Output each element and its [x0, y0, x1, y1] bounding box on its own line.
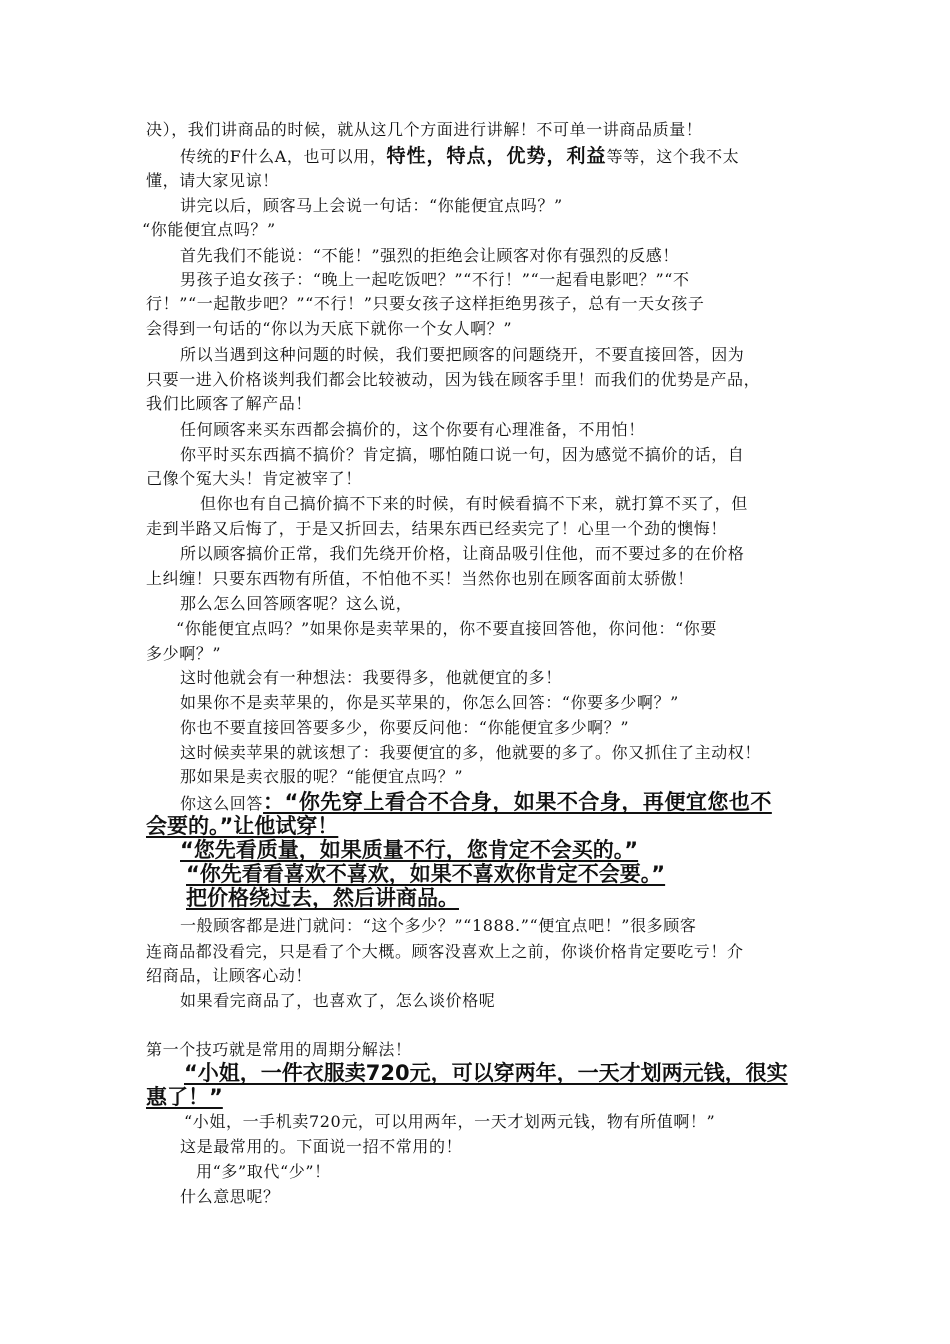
paragraph-line: “你能便宜点吗？”如果你是卖苹果的，你不要直接回答他，你问他：“你要 [176, 619, 717, 638]
paragraph-line: 男孩子追女孩子：“晚上一起吃饭吧？”“不行！”“一起看电影吧？”“不 [180, 270, 690, 289]
paragraph-line: 只要一进入价格谈判我们都会比较被动，因为钱在顾客手里！而我们的优势是产品， [146, 370, 761, 389]
paragraph-line: 这时候卖苹果的就该想了：我要便宜的多，他就要的多了。你又抓住了主动权！ [180, 743, 762, 762]
section-heading: 第一个技巧就是常用的周期分解法！ [146, 1040, 412, 1059]
paragraph-line: 行！”“一起散步吧？”“不行！”只要女孩子这样拒绝男孩子，总有一天女孩子 [146, 294, 705, 313]
paragraph-line: 懂，请大家见谅！ [146, 171, 279, 190]
fabe-terms: 特性，特点，优势，利益 [386, 145, 607, 167]
paragraph-line: 绍商品，让顾客心动！ [146, 966, 313, 985]
paragraph-line: 你也不要直接回答要多少，你要反问他：“你能便宜多少啊？” [180, 718, 630, 737]
paragraph-line: 如果你不是卖苹果的，你是买苹果的，你怎么回答：“你要多少啊？” [180, 693, 679, 712]
emphasized-answer: ：“你先穿上看合不合身，如果不合身，再便宜您也不 [263, 790, 772, 814]
emphasized-answer: 会要的。”让他试穿！ [146, 814, 339, 838]
paragraph-line: 多少啊？” [146, 644, 222, 663]
emphasized-answer: “你先看看喜欢不喜欢，如果不喜欢你肯定不会要。” [186, 862, 666, 886]
paragraph-line: 任何顾客来买东西都会搞价的，这个你要有心理准备，不用怕！ [180, 420, 645, 439]
paragraph-line: 决），我们讲商品的时候，就从这几个方面进行讲解！不可单一讲商品质量！ [146, 120, 703, 139]
paragraph-line: 一般顾客都是进门就问：“这个多少？”“1888.”“便宜点吧！”很多顾客 [180, 916, 697, 935]
paragraph-line: 己像个冤大头！肯定被宰了！ [146, 469, 362, 488]
paragraph-line: 传统的F什么A，也可以用，特性，特点，优势，利益等等，这个我不太 [180, 145, 740, 167]
paragraph-line: 那么怎么回答顾客呢？这么说， [180, 594, 413, 613]
paragraph-line: “你能便宜点吗？” [142, 220, 276, 239]
paragraph-line: 首先我们不能说：“不能！”强烈的拒绝会让顾客对你有强烈的反感！ [180, 246, 679, 265]
paragraph-line: 连商品都没看完，只是看了个大概。顾客没喜欢上之前，你谈价格肯定要吃亏！介 [146, 942, 744, 961]
paragraph-line: 这时他就会有一种想法：我要得多，他就便宜的多！ [180, 668, 562, 687]
emphasized-answer: 惠了！” [146, 1085, 223, 1109]
paragraph-line: 所以当遇到这种问题的时候，我们要把顾客的问题绕开，不要直接回答，因为 [180, 345, 745, 364]
paragraph-line: 所以顾客搞价正常，我们先绕开价格，让商品吸引住他，而不要过多的在价格 [180, 544, 745, 563]
paragraph-line: 讲完以后，顾客马上会说一句话：“你能便宜点吗？” [180, 196, 563, 215]
paragraph-line: 用“多”取代“少”！ [196, 1162, 331, 1181]
emphasized-answer: “您先看质量，如果质量不行，您肯定不会买的。” [180, 838, 639, 862]
paragraph-line: “小姐，一手机卖720元，可以用两年，一天才划两元钱，物有所值啊！” [184, 1112, 716, 1131]
paragraph-line: 会得到一句话的“你以为天底下就你一个女人啊？” [146, 319, 513, 338]
paragraph-line: 你平时买东西搞不搞价？肯定搞，哪怕随口说一句，因为感觉不搞价的话，自 [180, 445, 745, 464]
paragraph-line: 我们比顾客了解产品！ [146, 394, 313, 413]
paragraph-line: 走到半路又后悔了，于是又折回去，结果东西已经卖完了！心里一个劲的懊悔！ [146, 519, 728, 538]
paragraph-line: 如果看完商品了，也喜欢了，怎么谈价格呢 [180, 991, 496, 1010]
paragraph-line: 这是最常用的。下面说一招不常用的！ [180, 1137, 463, 1156]
paragraph-line: 什么意思呢？ [180, 1187, 280, 1206]
paragraph-line: 那如果是卖衣服的呢？“能便宜点吗？” [180, 767, 464, 786]
emphasized-answer: “小姐，一件衣服卖720元，可以穿两年，一天才划两元钱，很实 [184, 1061, 788, 1085]
paragraph-line: 你这么回答：“你先穿上看合不合身，如果不合身，再便宜您也不 [180, 790, 772, 814]
paragraph-line: 但你也有自己搞价搞不下来的时候，有时候看搞不下来，就打算不买了，但 [200, 494, 748, 513]
emphasized-answer: 把价格绕过去，然后讲商品。 [186, 886, 459, 910]
paragraph-line: 上纠缠！只要东西物有所值，不怕他不买！当然你也别在顾客面前太骄傲！ [146, 569, 694, 588]
